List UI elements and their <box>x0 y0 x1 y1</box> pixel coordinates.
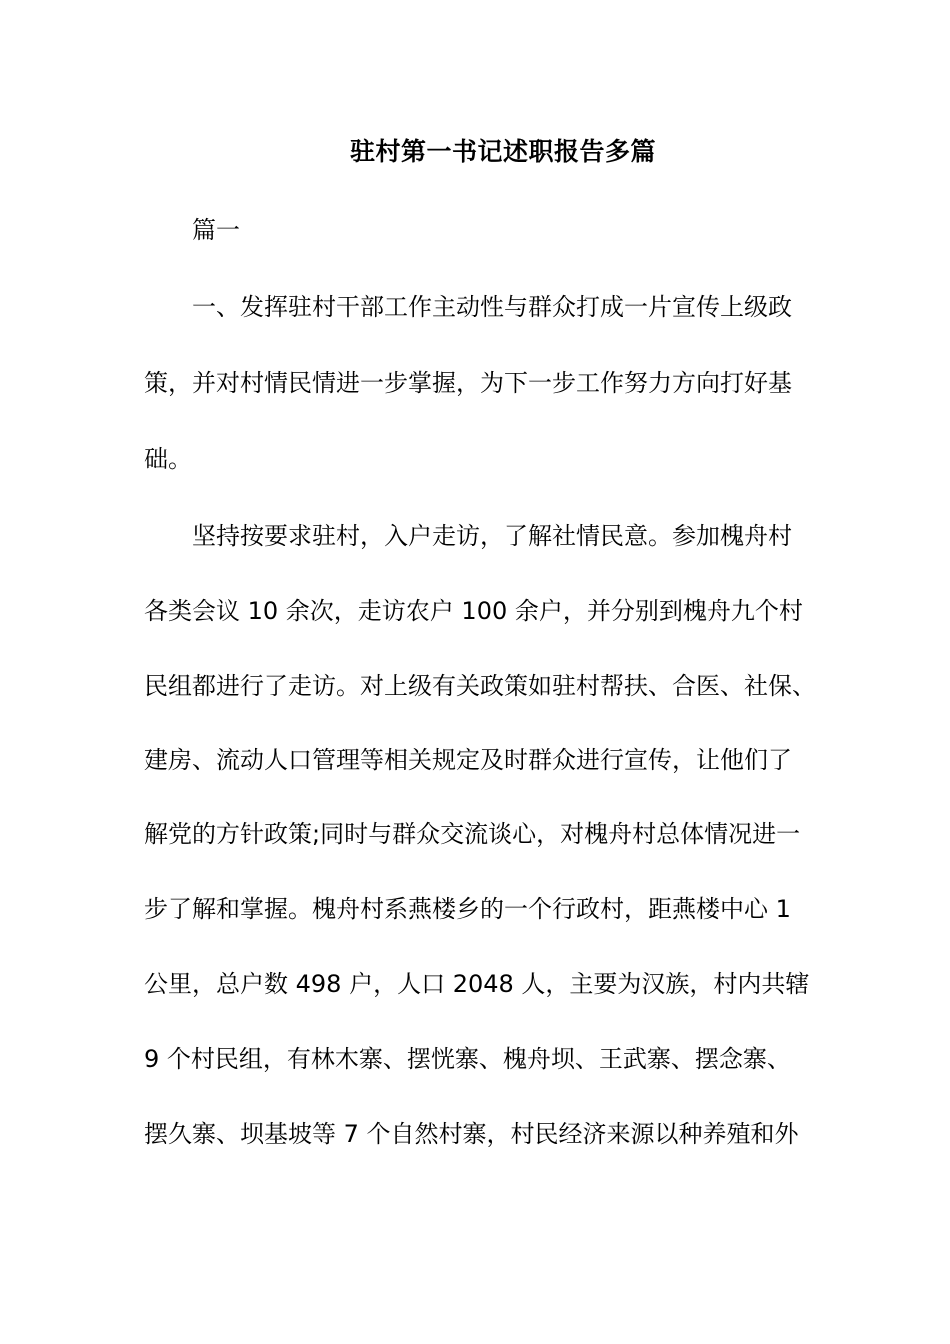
section-heading: 篇一 <box>192 216 240 244</box>
document-title: 驻村第一书记述职报告多篇 <box>349 137 656 166</box>
paragraph-line: 础。 <box>144 445 192 473</box>
paragraph-line: 步了解和掌握。槐舟村系燕楼乡的一个行政村，距燕楼中心 1 <box>144 895 791 923</box>
paragraph-line: 9 个村民组，有林木寨、摆恍寨、槐舟坝、王武寨、摆念寨、 <box>144 1045 791 1073</box>
paragraph-line: 建房、流动人口管理等相关规定及时群众进行宣传，让他们了 <box>144 746 792 774</box>
paragraph-line: 公里，总户数 498 户，人口 2048 人，主要为汉族，村内共辖 <box>144 970 810 998</box>
paragraph-line: 一、发挥驻村干部工作主动性与群众打成一片宣传上级政 <box>192 293 792 321</box>
paragraph-line: 策，并对村情民情进一步掌握，为下一步工作努力方向打好基 <box>144 369 792 397</box>
paragraph-line: 坚持按要求驻村，入户走访，了解社情民意。参加槐舟村 <box>192 522 792 550</box>
paragraph-line: 解党的方针政策;同时与群众交流谈心，对槐舟村总体情况进一 <box>144 820 801 848</box>
paragraph-line: 摆久寨、坝基坡等 7 个自然村寨，村民经济来源以种养殖和外 <box>144 1120 799 1148</box>
paragraph-line: 各类会议 10 余次，走访农户 100 余户，并分别到槐舟九个村 <box>144 597 803 625</box>
paragraph-line: 民组都进行了走访。对上级有关政策如驻村帮扶、合医、社保、 <box>144 672 816 700</box>
